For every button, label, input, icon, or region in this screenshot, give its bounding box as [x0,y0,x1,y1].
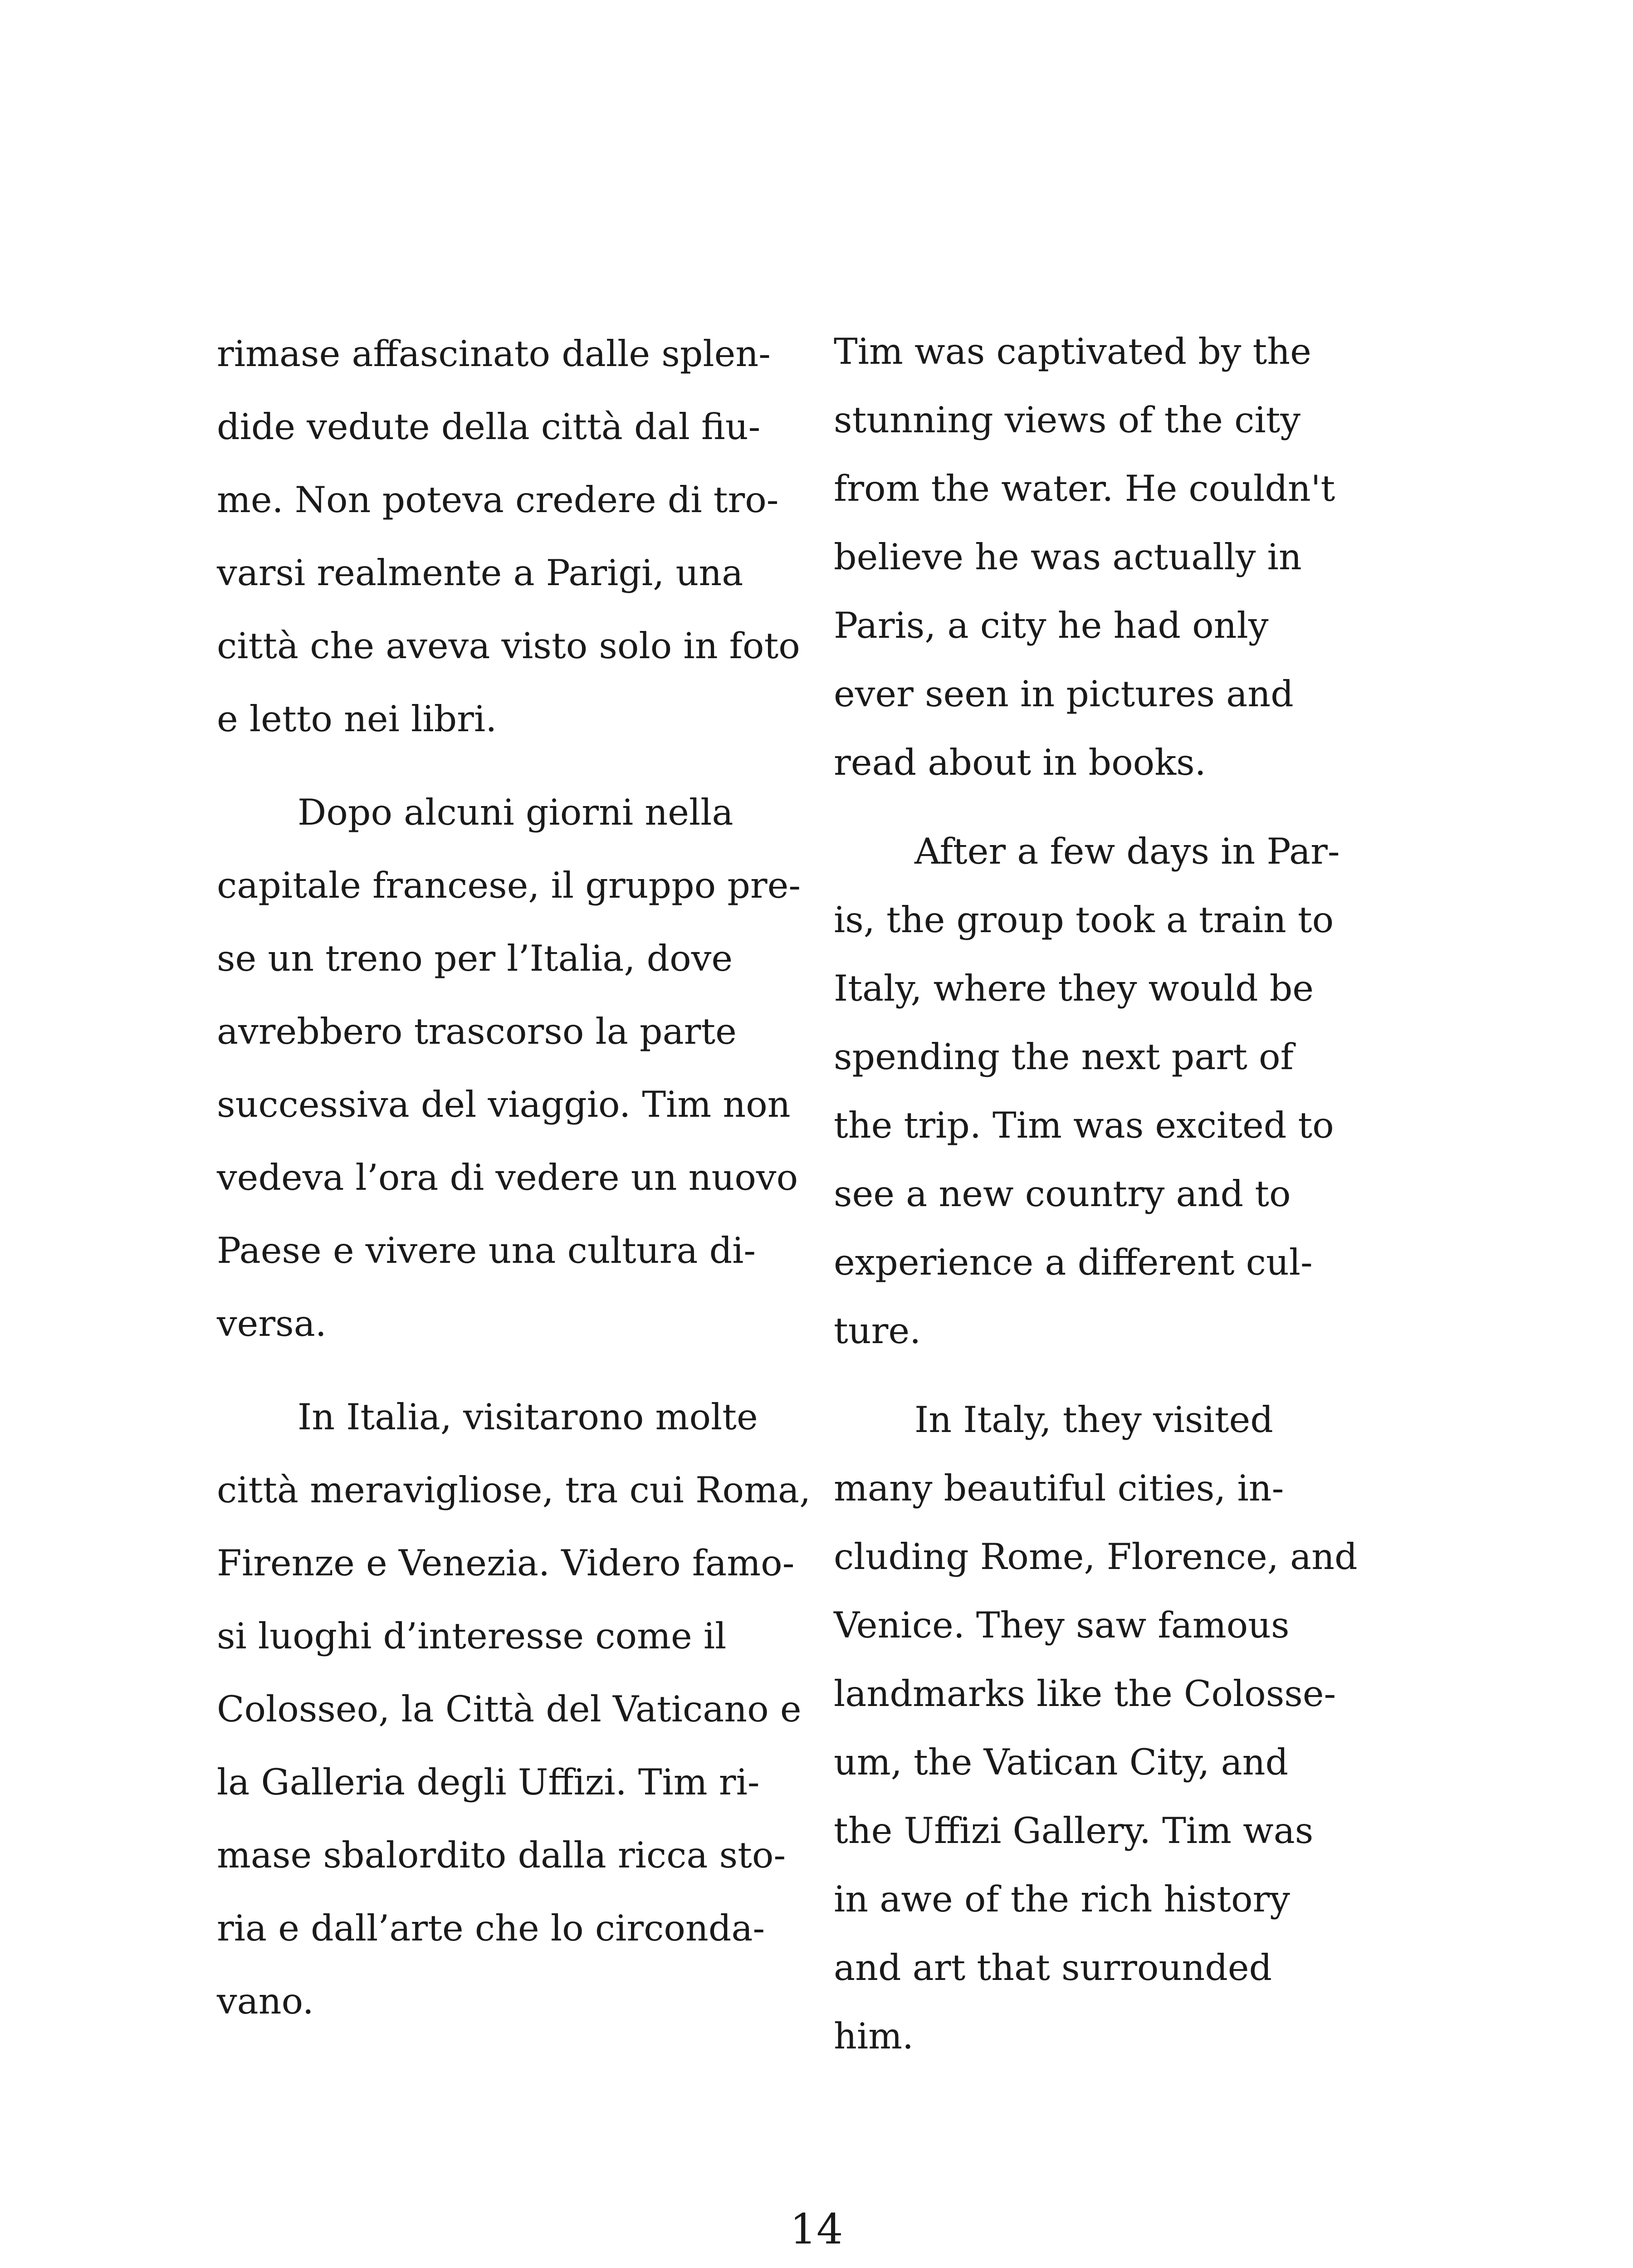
text-line: la Galleria degli Uffizi. Tim ri- [217,1761,760,1803]
text-line: me. Non poteva credere di tro- [217,479,779,521]
text-line: is, the group took a train to [834,899,1334,941]
text-line: experience a different cul- [834,1242,1313,1283]
text-line: Firenze e Venezia. Videro famo- [217,1542,795,1584]
text-line: in awe of the rich history [834,1878,1290,1920]
text-line: si luoghi d’interesse come il [217,1615,727,1657]
text-line: capitale francese, il gruppo pre- [217,865,801,906]
paragraph-gap [834,797,1442,817]
text-line: Dopo alcuni giorni nella [298,792,733,833]
page-number: 14 [790,2205,843,2253]
text-line: ria e dall’arte che lo circonda- [217,1907,765,1949]
text-line: many beautiful cities, in- [834,1467,1284,1509]
text-line: ture. [834,1310,921,1352]
text-line: versa. [217,1303,327,1344]
text-line: vano. [217,1980,314,2022]
text-line: um, the Vatican City, and [834,1741,1289,1783]
text-line: Italy, where they would be [834,968,1314,1009]
text-line: Paris, a city he had only [834,605,1269,646]
paragraph-gap [834,1365,1442,1386]
text-line: varsi realmente a Parigi, una [217,552,743,594]
text-line: e letto nei libri. [217,698,497,740]
text-line: believe he was actually in [834,536,1302,578]
text-line: spending the next part of [834,1036,1294,1078]
italian-text-column [217,318,811,2038]
paragraph [834,1386,1442,2071]
text-line: and art that surrounded [834,1947,1272,1989]
text-line: città che aveva visto solo in foto [217,625,800,667]
text-line: Colosseo, la Città del Vaticano e [217,1688,802,1730]
text-line: the Uffizi Gallery. Tim was [834,1810,1314,1852]
text-line: ever seen in pictures and [834,673,1294,715]
text-line: mase sbalordito dalla ricca sto- [217,1834,786,1876]
text-line: rimase affascinato dalle splen- [217,333,771,375]
text-line: from the water. He couldn't [834,468,1335,509]
text-line: successiva del viaggio. Tim non [217,1084,791,1125]
text-line: vedeva l’ora di vedere un nuovo [217,1157,798,1198]
text-line: se un treno per l’Italia, dove [217,938,733,979]
text-line: Paese e vivere una cultura di- [217,1230,756,1271]
text-line: landmarks like the Colosse- [834,1673,1336,1715]
paragraph [834,817,1442,1365]
text-line: In Italia, visitarono molte [298,1396,758,1438]
text-line: him. [834,2015,914,2057]
text-line: Venice. They saw famous [834,1604,1290,1646]
paragraph [217,776,807,1360]
text-line: the trip. Tim was excited to [834,1105,1334,1146]
text-line: cluding Rome, Florence, and [834,1536,1358,1578]
text-line: see a new country and to [834,1173,1291,1215]
text-line: read about in books. [834,742,1206,783]
text-line: Tim was captivated by the [834,331,1311,372]
text-line: After a few days in Par- [914,831,1340,872]
text-line: città meravigliose, tra cui Roma, [217,1469,811,1511]
paragraph [217,318,807,756]
english-text-column [834,318,1442,2071]
text-line: avrebbero trascorso la parte [217,1011,737,1052]
text-line: In Italy, they visited [914,1399,1273,1441]
paragraph-gap [217,1360,807,1381]
paragraph-gap [217,756,807,776]
text-line: stunning views of the city [834,399,1301,441]
text-line: dide vedute della città dal fiu- [217,406,761,448]
paragraph [217,1381,811,2038]
paragraph [834,318,1442,797]
